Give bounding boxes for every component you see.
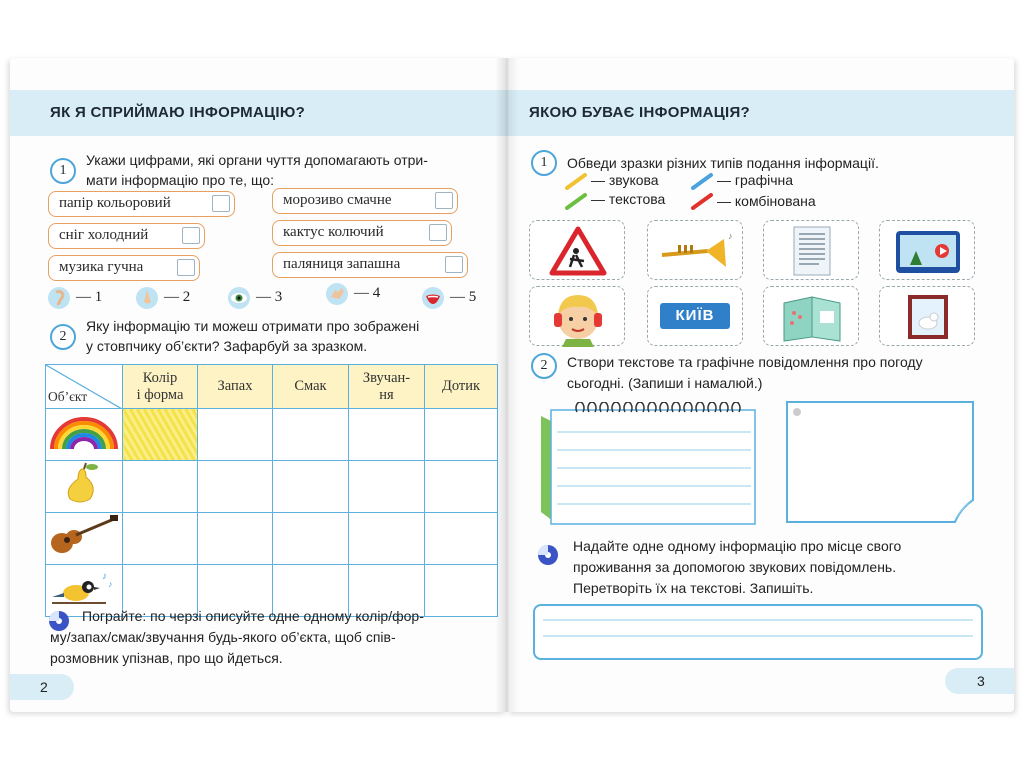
statement-pill [48, 223, 205, 249]
right-page [507, 58, 1014, 712]
yellow-pencil-icon [565, 172, 587, 190]
ear-icon [48, 287, 70, 309]
legend-label: — комбінована [717, 193, 816, 209]
trumpet-icon [648, 221, 744, 281]
answer-box[interactable] [182, 227, 200, 244]
statement-text: кактус колючий [283, 224, 384, 240]
legend-label: — звукова [591, 172, 659, 188]
card-picture-frame[interactable] [879, 286, 975, 346]
answer-cell[interactable] [349, 461, 425, 513]
answer-cell[interactable] [425, 565, 498, 617]
picture-frame-icon [880, 287, 976, 347]
pear-icon [46, 461, 122, 507]
task2-number: 2 [50, 324, 76, 350]
statement-pill [272, 188, 458, 214]
sense-label: — 1 [76, 289, 103, 305]
answer-cell[interactable] [349, 513, 425, 565]
task2-text-line1: Створи текстове та графічне повідомлення про погоду [567, 354, 923, 370]
answer-cell[interactable] [198, 461, 273, 513]
card-boy-headphones[interactable] [529, 286, 625, 346]
answer-cell[interactable] [425, 461, 498, 513]
task2-text-line2: у стовпчику об’єкти? Зафарбуй за зразком. [86, 338, 368, 354]
answer-box[interactable] [435, 192, 453, 209]
statement-pill [48, 255, 200, 281]
answer-box[interactable] [177, 259, 195, 276]
statement-pill [48, 191, 235, 217]
header-label: Запах [217, 378, 253, 394]
header-cell [349, 365, 425, 409]
game-text-line1: Надайте одне одному інформацію про місце свого [573, 538, 902, 554]
legend-label: — графічна [717, 172, 794, 188]
game-text-line1: Пограйте: по черзі описуйте одне одному колір/фор- [82, 608, 424, 624]
answer-cell[interactable] [123, 513, 198, 565]
eye-icon [228, 287, 250, 309]
statement-text: паляниця запашна [283, 256, 401, 272]
statement-text: папір кольоровий [59, 195, 171, 211]
task2-number: 2 [531, 353, 557, 379]
task1-number: 1 [531, 150, 557, 176]
answer-cell[interactable] [425, 513, 498, 565]
answer-cell-filled[interactable] [123, 409, 198, 461]
object-cell [46, 513, 123, 565]
kyiv-sign: КИЇВ [660, 303, 730, 329]
bird-icon [46, 565, 122, 611]
statement-pill [272, 220, 452, 246]
statement-text: сніг холодний [59, 227, 149, 243]
task2-text-line2: сьогодні. (Запиши і намалюй.) [567, 375, 763, 391]
answer-box[interactable] [212, 195, 230, 212]
right-page-number-band [945, 668, 1014, 694]
card-trumpet[interactable] [647, 220, 743, 280]
left-page [10, 58, 507, 712]
task1-text-line2: мати інформацію про те, що: [86, 172, 274, 188]
header-label: Дотик [441, 378, 481, 394]
sense-label: — 4 [354, 285, 381, 301]
answer-cell[interactable] [273, 409, 349, 461]
left-page-number: 2 [40, 679, 48, 695]
header-cell [273, 365, 349, 409]
answer-cell[interactable] [198, 513, 273, 565]
answer-cell[interactable] [123, 461, 198, 513]
answer-box[interactable] [429, 224, 447, 241]
corner-label: Об’єкт [48, 389, 88, 404]
statement-text: морозиво смачне [283, 192, 392, 208]
svg-text:♪: ♪ [728, 231, 733, 241]
game-text-line3: Перетворіть їх на текстові. Запишіть. [573, 580, 814, 596]
statement-text: музика гучна [59, 259, 144, 275]
rainbow-icon [46, 409, 122, 455]
header-cell [198, 365, 273, 409]
object-cell [46, 461, 123, 513]
header-label: Смак [294, 378, 327, 394]
object-senses-table [45, 364, 498, 617]
game-disc-icon [537, 544, 559, 566]
nose-icon [136, 287, 158, 309]
card-kyiv-sign[interactable] [647, 286, 743, 346]
drawing-sheet[interactable] [785, 400, 977, 526]
table-row [46, 461, 498, 513]
blue-pencil-icon [691, 172, 713, 190]
game-text-line3: розмовник упізнав, про що йдеться. [50, 650, 283, 666]
green-pencil-icon [565, 192, 587, 210]
card-book[interactable] [763, 286, 859, 346]
guitar-icon [46, 513, 122, 559]
right-page-number: 3 [977, 673, 985, 689]
answer-cell[interactable] [273, 513, 349, 565]
table-row [46, 513, 498, 565]
svg-text:♪: ♪ [108, 579, 113, 589]
hand-icon [326, 283, 348, 305]
right-header-band [507, 90, 1014, 136]
answer-cell[interactable] [198, 409, 273, 461]
mouth-icon [422, 287, 444, 309]
left-page-title: ЯК Я СПРИЙМАЮ ІНФОРМАЦІЮ? [50, 104, 306, 121]
boy-headphones-icon [530, 287, 626, 347]
table-header-row [46, 365, 498, 409]
left-page-number-band [10, 674, 74, 700]
book-icon [764, 287, 860, 347]
right-page-title: ЯКОЮ БУВАЄ ІНФОРМАЦІЯ? [529, 104, 751, 121]
answer-box[interactable] [445, 256, 463, 273]
header-cell [425, 365, 498, 409]
answer-lines-box[interactable] [533, 604, 983, 660]
task1-text-line1: Укажи цифрами, які органи чуття допомагають отри- [86, 152, 428, 168]
sense-label: — 3 [256, 289, 283, 305]
answer-cell[interactable] [425, 409, 498, 461]
red-pencil-icon [691, 192, 713, 210]
pencil-legend [565, 172, 865, 212]
answer-cell[interactable] [349, 409, 425, 461]
video-player-icon [880, 221, 976, 281]
text-notebook[interactable] [537, 402, 757, 526]
game-text-line2: му/запах/смак/звучання будь-якого об’єкта, щоб спів- [50, 629, 396, 645]
answer-cell[interactable] [273, 461, 349, 513]
card-document[interactable] [763, 220, 859, 280]
document-icon [764, 221, 860, 281]
task2-text-line1: Яку інформацію ти можеш отримати про зображені [86, 318, 420, 334]
book-spine [495, 58, 519, 712]
game-text-line2: проживання за допомогою звукових повідомлень. [573, 559, 897, 575]
statement-pill [272, 252, 468, 278]
sense-label: — 2 [164, 289, 191, 305]
object-cell [46, 409, 123, 461]
table-row [46, 409, 498, 461]
svg-text:♪: ♪ [102, 571, 107, 582]
left-header-band [10, 90, 507, 136]
corner-cell [46, 365, 123, 409]
card-road-sign[interactable] [529, 220, 625, 280]
task1-number: 1 [50, 158, 76, 184]
road-sign-icon [530, 221, 626, 281]
sense-label: — 5 [450, 289, 477, 305]
header-label: Колір [142, 369, 178, 386]
header-cell [123, 365, 198, 409]
card-video-player[interactable] [879, 220, 975, 280]
legend-label: — текстова [591, 191, 666, 207]
task1-text: Обведи зразки різних типів подання інформації. [567, 155, 879, 171]
header-label: і форма [136, 386, 184, 403]
header-label: Звучан- [362, 369, 411, 386]
header-label: ня [379, 386, 394, 403]
